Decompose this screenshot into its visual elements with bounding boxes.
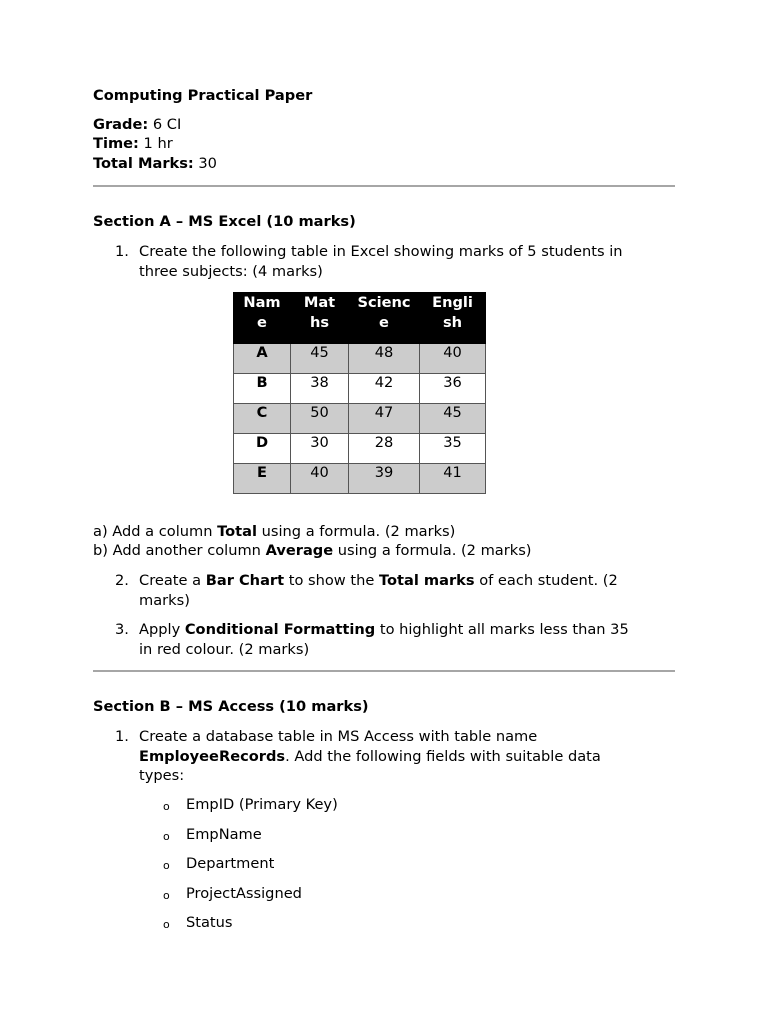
col-header-english: Engli sh: [420, 293, 486, 344]
table-row: [234, 344, 486, 374]
question-a3: Apply Conditional Formatting to highlight all marks less than 35 in red colour. (2 marks): [139, 621, 629, 658]
table-cell: 45: [420, 404, 486, 434]
section-b-heading: Section B – MS Access (10 marks): [93, 698, 369, 715]
student-name-cell: C: [234, 404, 291, 434]
question-number: 2.: [115, 572, 129, 589]
question-number: 3.: [115, 621, 129, 638]
table-cell: 47: [349, 404, 420, 434]
section-a-heading: Section A – MS Excel (10 marks): [93, 213, 356, 230]
table-row: [234, 434, 486, 464]
table-cell: 30: [291, 434, 349, 464]
student-name-cell: B: [234, 374, 291, 404]
total-marks-value: 30: [198, 155, 217, 172]
total-marks-line: [93, 154, 217, 174]
grade-line: [93, 115, 181, 135]
col-header-maths: Mat hs: [291, 293, 349, 344]
divider: [93, 670, 675, 672]
sub-question-b: b) Add another column Average using a formula. (2 marks): [93, 542, 532, 559]
question-number: 1.: [115, 243, 129, 260]
time-value: 1 hr: [143, 135, 173, 152]
student-marks-table: [233, 292, 486, 494]
col-header-science: Scienc e: [349, 293, 420, 344]
grade-value: 6 CI: [152, 116, 182, 133]
bullet-icon: o: [163, 889, 170, 902]
list-item: EmpID (Primary Key): [186, 796, 338, 813]
question-number: 1.: [115, 728, 129, 745]
time-label: Time:: [93, 135, 139, 152]
table-cell: 50: [291, 404, 349, 434]
table-cell: 42: [349, 374, 420, 404]
table-row: [234, 404, 486, 434]
table-cell: 39: [349, 464, 420, 494]
table-cell: 41: [420, 464, 486, 494]
sub-question-a: a) Add a column Total using a formula. (2 marks): [93, 523, 456, 540]
bullet-icon: o: [163, 830, 170, 843]
table-row: [234, 464, 486, 494]
col-header-name: Nam e: [234, 293, 291, 344]
question-b1: Create a database table in MS Access with table name EmployeeRecords. Add the following fields with suitable data types:: [139, 728, 601, 785]
table-cell: 40: [291, 464, 349, 494]
bullet-icon: o: [163, 918, 170, 931]
student-name-cell: A: [234, 344, 291, 374]
grade-label: Grade:: [93, 116, 149, 133]
table-row: [234, 374, 486, 404]
list-item: Status: [186, 914, 233, 931]
list-item: EmpName: [186, 826, 262, 843]
table-cell: 48: [349, 344, 420, 374]
bullet-icon: o: [163, 800, 170, 813]
list-item: ProjectAssigned: [186, 885, 302, 902]
question-a1: Create the following table in Excel showing marks of 5 students in three subjects: (4 marks): [139, 243, 623, 280]
table-header-row: [234, 293, 486, 344]
table-cell: 40: [420, 344, 486, 374]
question-a2: Create a Bar Chart to show the Total marks of each student. (2 marks): [139, 572, 618, 609]
divider: [93, 185, 675, 187]
student-name-cell: E: [234, 464, 291, 494]
table-cell: 35: [420, 434, 486, 464]
table-cell: 38: [291, 374, 349, 404]
table-cell: 36: [420, 374, 486, 404]
list-item: Department: [186, 855, 275, 872]
time-line: [93, 134, 173, 154]
bullet-icon: o: [163, 859, 170, 872]
total-marks-label: Total Marks:: [93, 155, 194, 172]
paper-title: Computing Practical Paper: [93, 87, 313, 104]
student-name-cell: D: [234, 434, 291, 464]
table-cell: 28: [349, 434, 420, 464]
table-cell: 45: [291, 344, 349, 374]
